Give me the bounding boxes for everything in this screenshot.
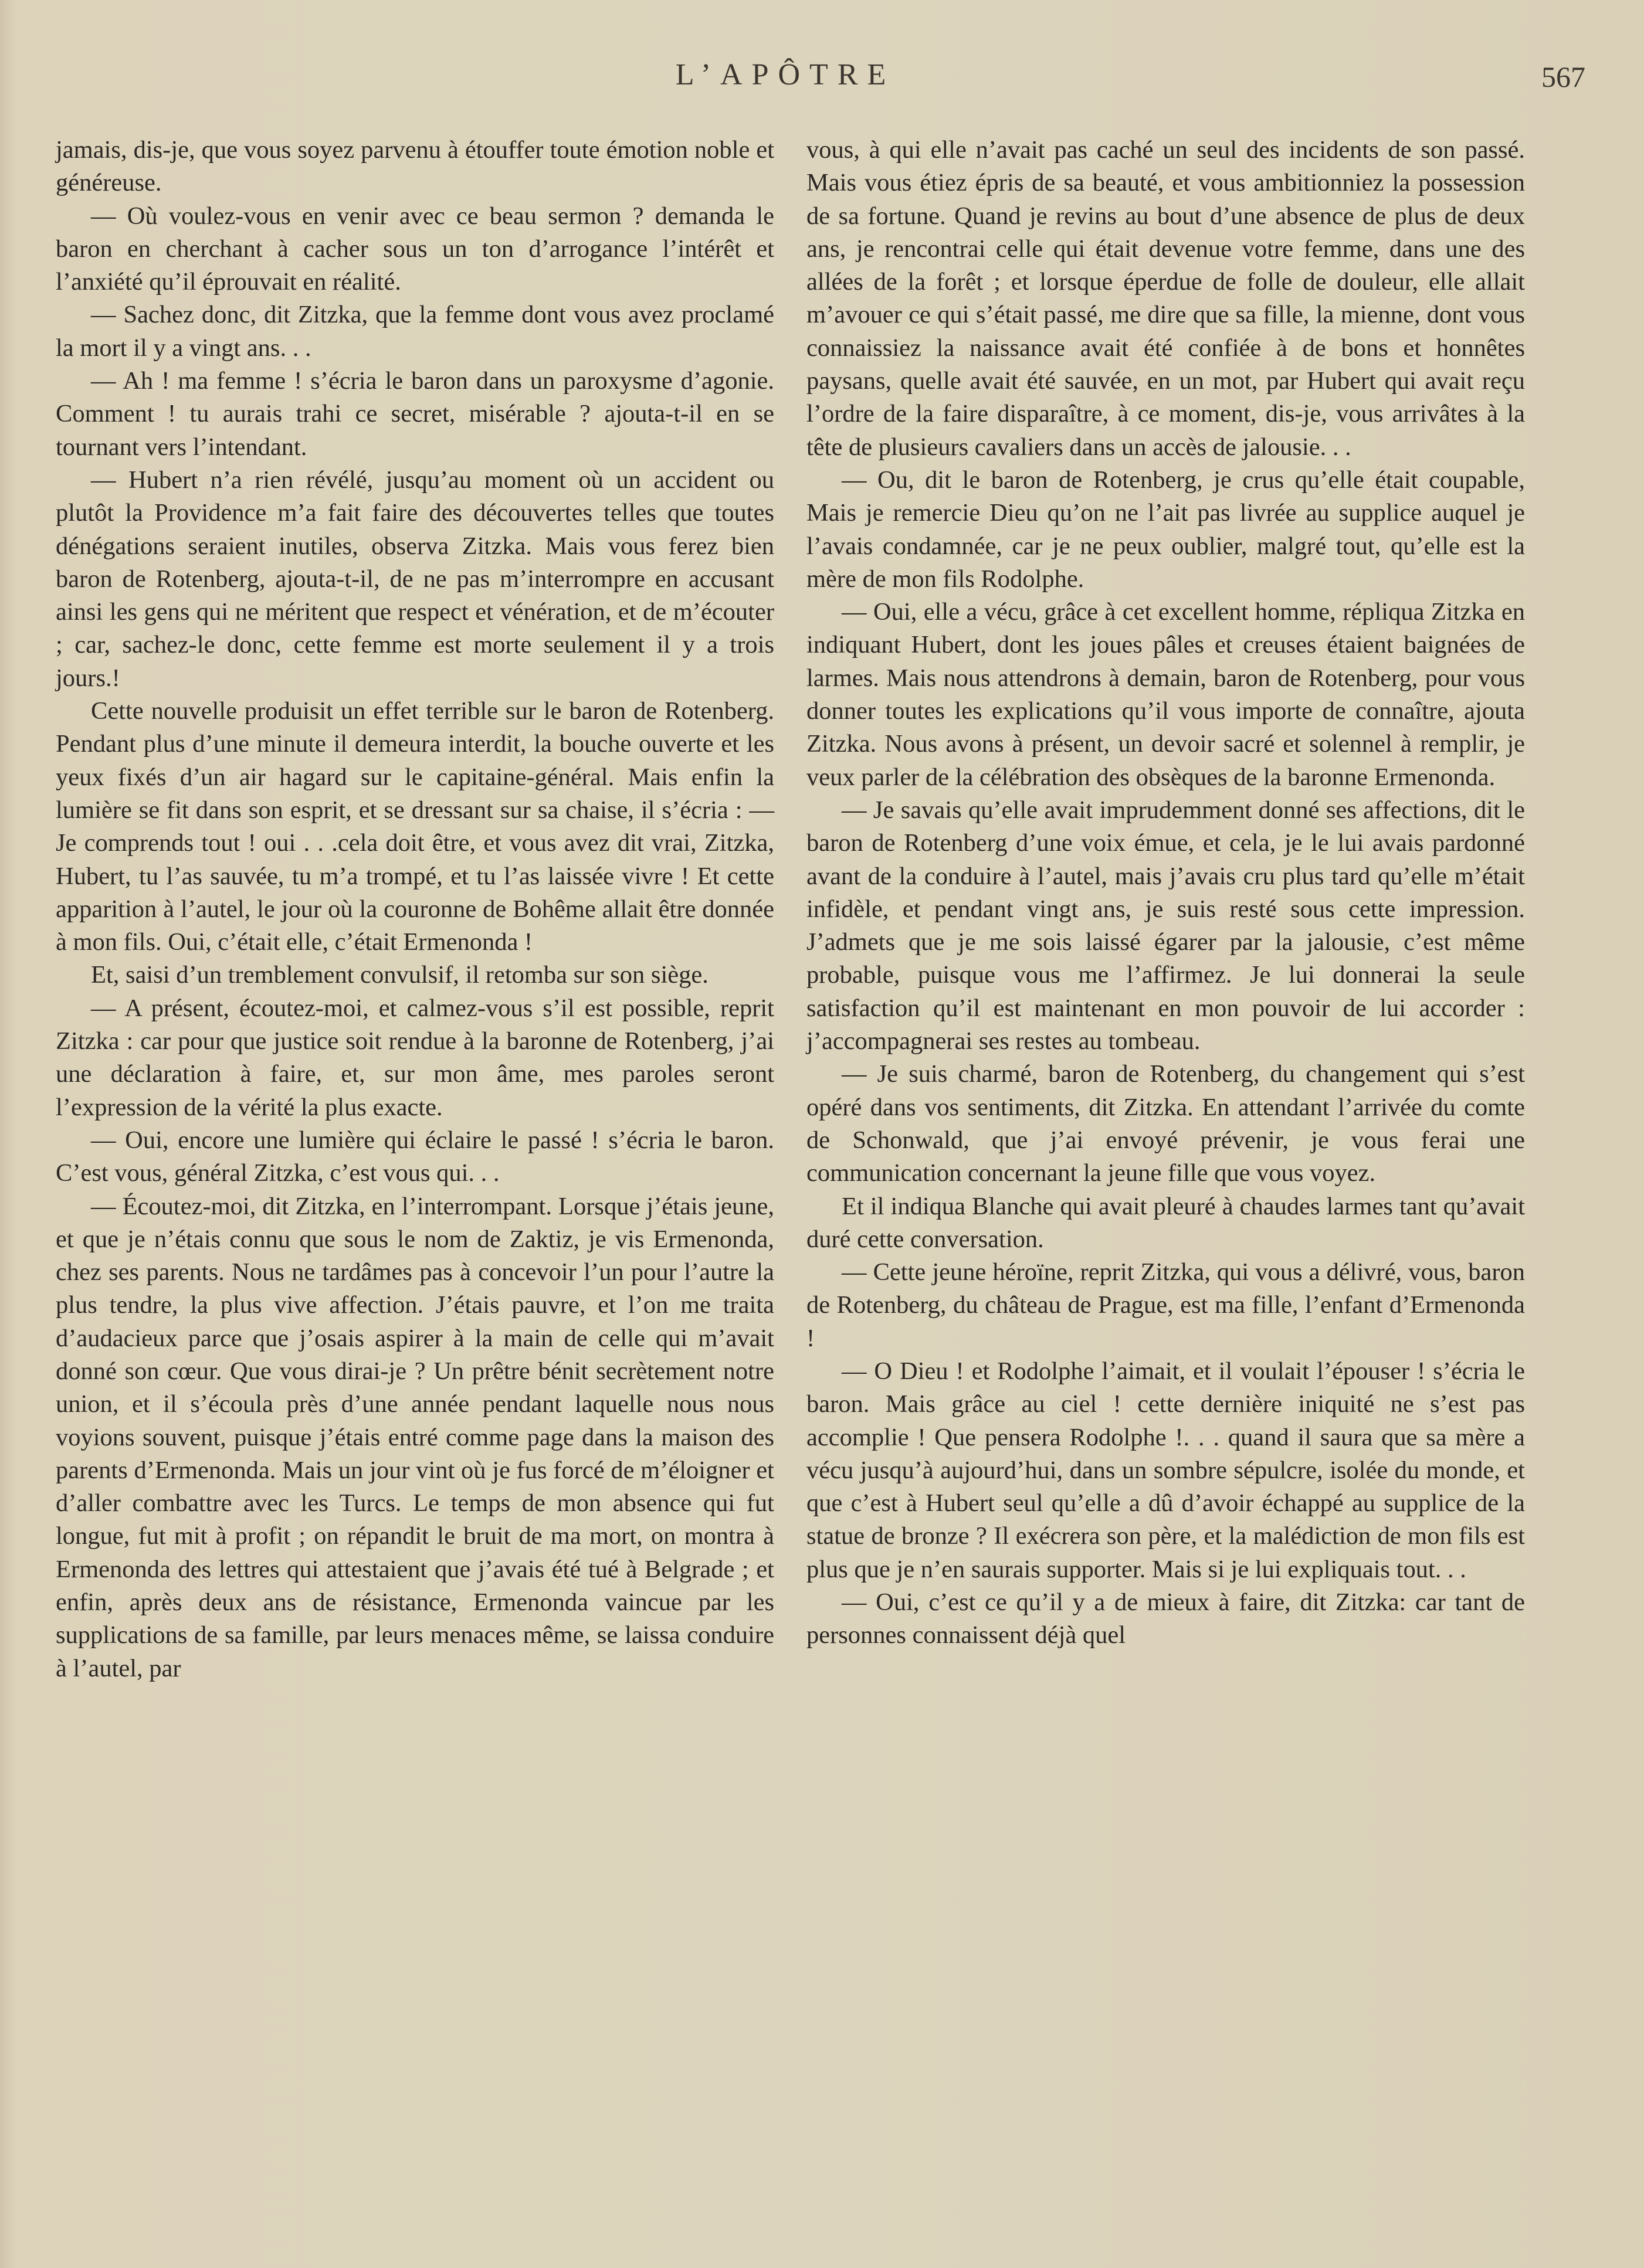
paragraph: — Cette jeune héroïne, reprit Zitzka, qui vous a délivré, vous, baron de Rotenberg, du château de Prague, est ma fille, l’enfant d’Ermenonda ! (806, 1258, 1525, 1352)
running-header (56, 52, 1585, 104)
paragraph: jamais, dis-je, que vous soyez parvenu à étouffer toute émotion noble et généreuse. (56, 136, 774, 197)
paragraph: — Sachez donc, dit Zitzka, que la femme dont vous avez proclamé la mort il y a vingt ans. . . (56, 301, 774, 362)
paragraph: — Oui, c’est ce qu’il y a de mieux à faire, dit Zitzka: car tant de personnes connaissent déjà quel (806, 1588, 1525, 1649)
paragraph: — Écoutez-moi, dit Zitzka, en l’interrompant. Lorsque j’étais jeune, et que je n’étais connu que sous le nom de Zaktiz, je vis Ermenonda, chez ses parents. Nous ne tardâmes pas à concevoir l’un pour l’autre la plus tendre, la plus vive affection. J’étais pauvre, et l’on me traita d’audacieux parce que j’osais aspirer à la main de celle qui m’avait donné son cœur. Que vous dirai-je ? Un prêtre bénit secrètement notre union, et il s’écoula près d’une année pendant laquelle nous nous voyions souvent, puisque j’étais entré comme page dans la maison des parents d’Ermenonda. Mais un jour vint où je fus forcé de m’éloigner et d’aller combattre avec les Turcs. Le temps de mon absence qui fut longue, fut mit à profit ; on répandit le bruit de ma mort, on montra à Ermenonda des lettres qui attestaient que j’avais été tué à Belgrade ; et enfin, après deux ans de résistance, Ermenonda vaincue par les supplications de sa famille, par leurs menaces même, se laissa conduire à l’autel, par (56, 1192, 774, 1682)
paragraph: — Oui, encore une lumière qui éclaire le passé ! s’écria le baron. C’est vous, général Zitzka, c’est vous qui. . . (56, 1126, 774, 1187)
left-column (56, 134, 774, 2204)
paragraph: — Ou, dit le baron de Rotenberg, je crus qu’elle était coupable, Mais je remercie Dieu qu’on ne l’ait pas livrée au supplice auquel je l’avais condamnée, car je ne peux oublier, malgré tout, qu’elle est la mère de mon fils Rodolphe. (806, 466, 1525, 593)
running-title: L’APÔTRE (675, 58, 896, 91)
paragraph: — Je suis charmé, baron de Rotenberg, du changement qui s’est opéré dans vos sentiments, dit Zitzka. En attendant l’arrivée du comte de Schonwald, que j’ai envoyé prévenir, je vous ferai une communication concernant la jeune fille que vous voyez. (806, 1060, 1525, 1187)
paragraph: Cette nouvelle produisit un effet terrible sur le baron de Rotenberg. Pendant plus d’une minute il demeura interdit, la bouche ouverte et les yeux fixés d’un air hagard sur le capitaine-général. Mais enfin la lumière se fit dans son esprit, et se dressant sur sa chaise, il s’écria : — Je comprends tout ! oui . . .cela doit être, et vous avez dit vrai, Zitzka, Hubert, tu l’as sauvée, tu m’a trompé, et tu l’as laissée vivre ! Et cette apparition à l’autel, le jour où la couronne de Bohême allait être donnée à mon fils. Oui, c’était elle, c’était Ermenonda ! (56, 697, 774, 956)
paragraph: — Ah ! ma femme ! s’écria le baron dans un paroxysme d’agonie. Comment ! tu aurais trahi ce secret, misérable ? ajouta-t-il en se tournant vers l’intendant. (56, 367, 774, 461)
page-number: 567 (1541, 60, 1585, 93)
paragraph: Et, saisi d’un tremblement convulsif, il retomba sur son siège. (91, 961, 709, 989)
paragraph: — A présent, écoutez-moi, et calmez-vous s’il est possible, reprit Zitzka : car pour que justice soit rendue à la baronne de Rotenberg, j’ai une déclaration à faire, et, sur mon âme, mes paroles seront l’expression de la vérité la plus exacte. (56, 994, 774, 1121)
paragraph: — Je savais qu’elle avait imprudemment donné ses affections, dit le baron de Rotenberg d’une voix émue, et cela, je le lui avais pardonné avant de la conduire à l’autel, mais j’avais cru plus tard qu’elle m’était infidèle, et pendant vingt ans, je suis resté sous cette impression. J’admets que je me sois laissé égarer par la jalousie, c’est même probable, puisque vous me l’affirmez. Je lui donnerai la seule satisfaction qu’il est maintenant en mon pouvoir de lui accorder : j’accompagnerai ses restes au tombeau. (806, 796, 1525, 1055)
text-columns (56, 134, 1525, 2204)
paragraph: — O Dieu ! et Rodolphe l’aimait, et il voulait l’épouser ! s’écria le baron. Mais grâce au ciel ! cette dernière iniquité ne s’est pas accomplie ! Que pensera Rodolphe !. . . quand il saura que sa mère a vécu jusqu’à aujourd’hui, dans un sombre sépulcre, isolée du monde, et que c’est à Hubert seul qu’elle a dû d’avoir échappé au supplice de la statue de bronze ? Il exécrera son père, et la malédiction de mon fils est plus que je n’en saurais supporter. Mais si je lui expliquais tout. . . (806, 1357, 1525, 1583)
paragraph: vous, à qui elle n’avait pas caché un seul des incidents de son passé. Mais vous étiez épris de sa beauté, et vous ambitionniez la possession de sa fortune. Quand je revins au bout d’une absence de plus de deux ans, je rencontrai celle qui était devenue votre femme, dans une des allées de la forêt ; et lorsque éperdue de folle de douleur, elle allait m’avouer ce qui s’était passé, me dire que sa fille, la mienne, dont vous connaissiez la naissance avait été confiée à de bons et honnêtes paysans, quelle avait été sauvée, en un mot, par Hubert qui avait reçu l’ordre de la faire disparaître, à ce moment, dis-je, vous arrivâtes à la tête de plusieurs cavaliers dans un accès de jalousie. . . (806, 136, 1525, 461)
paragraph: Et il indiqua Blanche qui avait pleuré à chaudes larmes tant qu’avait duré cette conversation. (806, 1192, 1525, 1253)
paragraph: — Où voulez-vous en venir avec ce beau sermon ? demanda le baron en cherchant à cacher sous un ton d’arrogance l’intérêt et l’anxiété qu’il éprouvait en réalité. (56, 202, 774, 296)
paragraph: — Hubert n’a rien révélé, jusqu’au moment où un accident ou plutôt la Providence m’a fait faire des découvertes telles que toutes dénégations seraient inutiles, observa Zitzka. Mais vous ferez bien baron de Rotenberg, ajouta-t-il, de ne pas m’interrompre en accusant ainsi les gens qui ne méritent que respect et vénération, et de m’écouter ; car, sachez-le donc, cette femme est morte seulement il y a trois jours.! (56, 466, 774, 692)
paragraph: — Oui, elle a vécu, grâce à cet excellent homme, répliqua Zitzka en indiquant Hubert, dont les joues pâles et creuses étaient baignées de larmes. Mais nous attendrons à demain, baron de Rotenberg, pour vous donner toutes les explications qu’il vous importe de connaître, ajouta Zitzka. Nous avons à présent, un devoir sacré et solennel à remplir, je veux parler de la célébration des obsèques de la baronne Ermenonda. (806, 598, 1525, 791)
right-column (806, 134, 1525, 2204)
